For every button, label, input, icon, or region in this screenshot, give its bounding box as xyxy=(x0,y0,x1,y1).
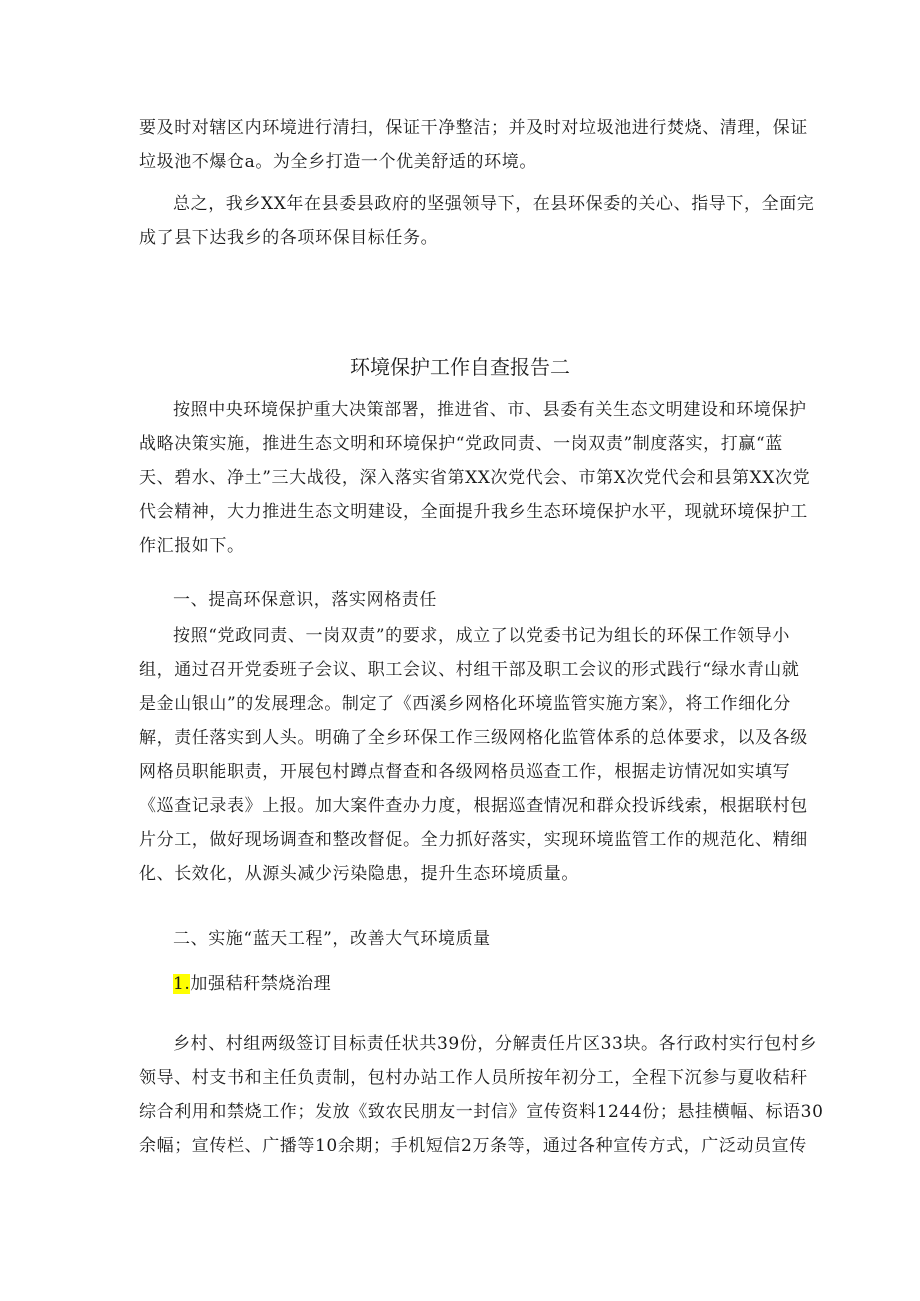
text-line: 组，通过召开党委班子会议、职工会议、村组干部及职工会议的形式践行“绿水青山就 xyxy=(139,660,800,680)
text-line: 要及时对辖区内环境进行清扫，保证干净整洁；并及时对垃圾池进行焚烧、清理，保证 xyxy=(139,118,808,138)
body-paragraph-1 xyxy=(139,393,811,563)
text-line: 总之，我乡XX年在县委县政府的坚强领导下，在县环保委的关心、指导下，全面完 xyxy=(173,194,815,214)
text-line: 是金山银山”的发展理念。制定了《西溪乡网格化环境监管实施方案》，将工作细化分 xyxy=(139,694,791,714)
highlighted-number: 1. xyxy=(173,974,191,994)
text-line: 乡村、村组两级签订目标责任状共39份，分解责任片区33块。各行政村实行包村乡 xyxy=(173,1034,818,1054)
report-title: 环境保护工作自查报告二 xyxy=(350,355,570,379)
body-paragraph-3 xyxy=(139,1027,824,1163)
text-line: 战略决策实施，推进生态文明和环境保护“党政同责、一岗双责”制度落实，打赢“蓝 xyxy=(139,434,783,454)
text-line: 网格员职能职责，开展包村蹲点督查和各级网格员巡查工作，根据走访情况如实填写 xyxy=(139,762,791,782)
subsection-text: 加强秸秆禁烧治理 xyxy=(190,974,332,994)
text-line: 天、碧水、净土”三大战役，深入落实省第XX次党代会、市第X次党代会和县第XX次党 xyxy=(139,468,811,488)
heading-text: 二、实施“蓝天工程”，改善大气环境质量 xyxy=(173,929,491,949)
text-line: 成了县下达我乡的各项环保目标任务。 xyxy=(139,228,439,248)
text-line: 化、长效化，从源头减少污染隐患，提升生态环境质量。 xyxy=(139,864,579,884)
text-line: 垃圾池不爆仓a。为全乡打造一个优美舒适的环境。 xyxy=(139,152,537,172)
subsection-heading xyxy=(139,967,781,1001)
body-paragraph-2 xyxy=(139,619,808,891)
text-line: 《巡查记录表》上报。加大案件查办力度，根据巡查情况和群众投诉线索，根据联村包 xyxy=(139,796,808,816)
text-line: 按照中央环境保护重大决策部署，推进省、市、县委有关生态文明建设和环境保护 xyxy=(173,400,807,420)
intro-paragraph-2 xyxy=(139,187,815,255)
text-line: 综合利用和禁烧工作；发放《致农民朋友一封信》宣传资料1244份；悬挂横幅、标语30 xyxy=(139,1102,824,1122)
text-line: 作汇报如下。 xyxy=(139,536,245,556)
text-line: 按照“党政同责、一岗双责”的要求，成立了以党委书记为组长的环保工作领导小 xyxy=(173,626,790,646)
section-heading-1 xyxy=(139,583,781,617)
heading-text: 一、提高环保意识，落实网格责任 xyxy=(173,590,437,610)
text-line: 片分工，做好现场调查和整改督促。全力抓好落实，实现环境监管工作的规范化、精细 xyxy=(139,830,808,850)
text-line: 解，责任落实到人头。明确了全乡环保工作三级网格化监管体系的总体要求，以及各级 xyxy=(139,728,808,748)
section-heading-2 xyxy=(139,922,781,956)
text-line: 领导、村支书和主任负责制，包村办站工作人员所按年初分工，全程下沉参与夏收秸秆 xyxy=(139,1068,808,1088)
intro-paragraph-1 xyxy=(139,111,808,179)
text-line: 余幅；宣传栏、广播等10余期；手机短信2万条等，通过各种宣传方式，广泛动员宣传 xyxy=(139,1136,807,1156)
text-line: 代会精神，大力推进生态文明建设，全面提升我乡生态环境保护水平，现就环境保护工 xyxy=(139,502,808,522)
